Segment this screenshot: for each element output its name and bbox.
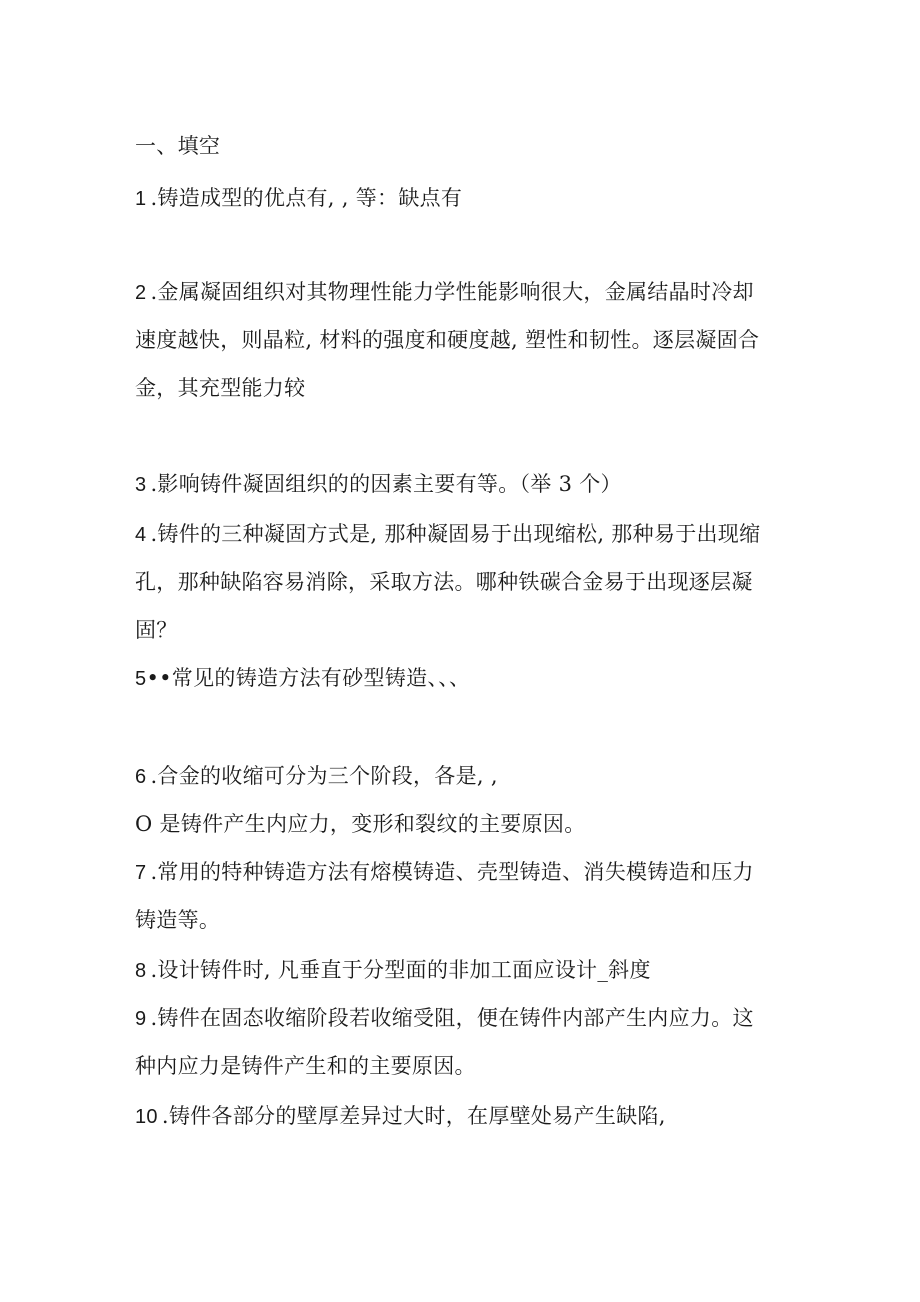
question-number: 4 [135,524,147,546]
question-text: .铸件在固态收缩阶段若收缩受阻，便在铸件内部产生内应力。这 [150,1006,754,1030]
question-5 [135,666,795,691]
question-number: 2 [135,282,147,304]
question-1 [135,186,795,211]
question-2-line-1 [135,280,795,305]
question-text: ••常见的铸造方法有砂型铸造、、、 [146,666,471,690]
question-number: 6 [135,766,147,788]
question-9-line-1 [135,1006,795,1031]
question-2-line-2: 速度越快，则晶粒, 材料的强度和硬度越, 塑性和韧性。逐层凝固合 [135,328,760,352]
question-3 [135,472,795,497]
question-number: 1 [135,188,147,210]
question-7-line-1 [135,860,795,885]
question-2-line-3: 金，其充型能力较 [135,376,306,400]
question-text: .常用的特种铸造方法有熔模铸造、壳型铸造、消失模铸造和压力 [150,860,754,884]
question-text: .合金的收缩可分为三个阶段，各是, , [150,764,498,788]
question-number: 10 [135,1106,158,1128]
question-number: 7 [135,862,147,884]
question-4-line-3: 固？ [135,618,178,642]
question-text: .设计铸件时, 凡垂直于分型面的非加工面应设计_斜度 [150,958,651,982]
question-10 [135,1104,795,1129]
question-text: .影响铸件凝固组织的的因素主要有等。（举 3 个） [150,472,622,496]
question-text: .铸件的三种凝固方式是, 那种凝固易于出现缩松, 那种易于出现缩 [150,522,761,546]
question-4-line-1 [135,522,795,547]
question-6-line-1 [135,764,795,789]
question-number: 3 [135,474,147,496]
section-title: 一、填空 [135,134,221,158]
question-4-line-2: 孔，那种缺陷容易消除，采取方法。哪种铁碳合金易于出现逐层凝 [135,570,753,594]
question-text: .铸件各部分的壁厚差异过大时，在厚壁处易产生缺陷, [161,1104,666,1128]
question-number: 5 [135,668,147,690]
question-number: 8 [135,960,147,982]
question-6-line-2: O 是铸件产生内应力，变形和裂纹的主要原因。 [135,812,586,836]
question-text: .金属凝固组织对其物理性能力学性能影响很大，金属结晶时冷却 [150,280,754,304]
question-number: 9 [135,1008,147,1030]
question-9-line-2: 种内应力是铸件产生和的主要原因。 [135,1054,476,1078]
question-7-line-2: 铸造等。 [135,908,221,932]
question-8 [135,958,795,983]
question-text: .铸造成型的优点有, , 等：缺点有 [150,186,463,210]
